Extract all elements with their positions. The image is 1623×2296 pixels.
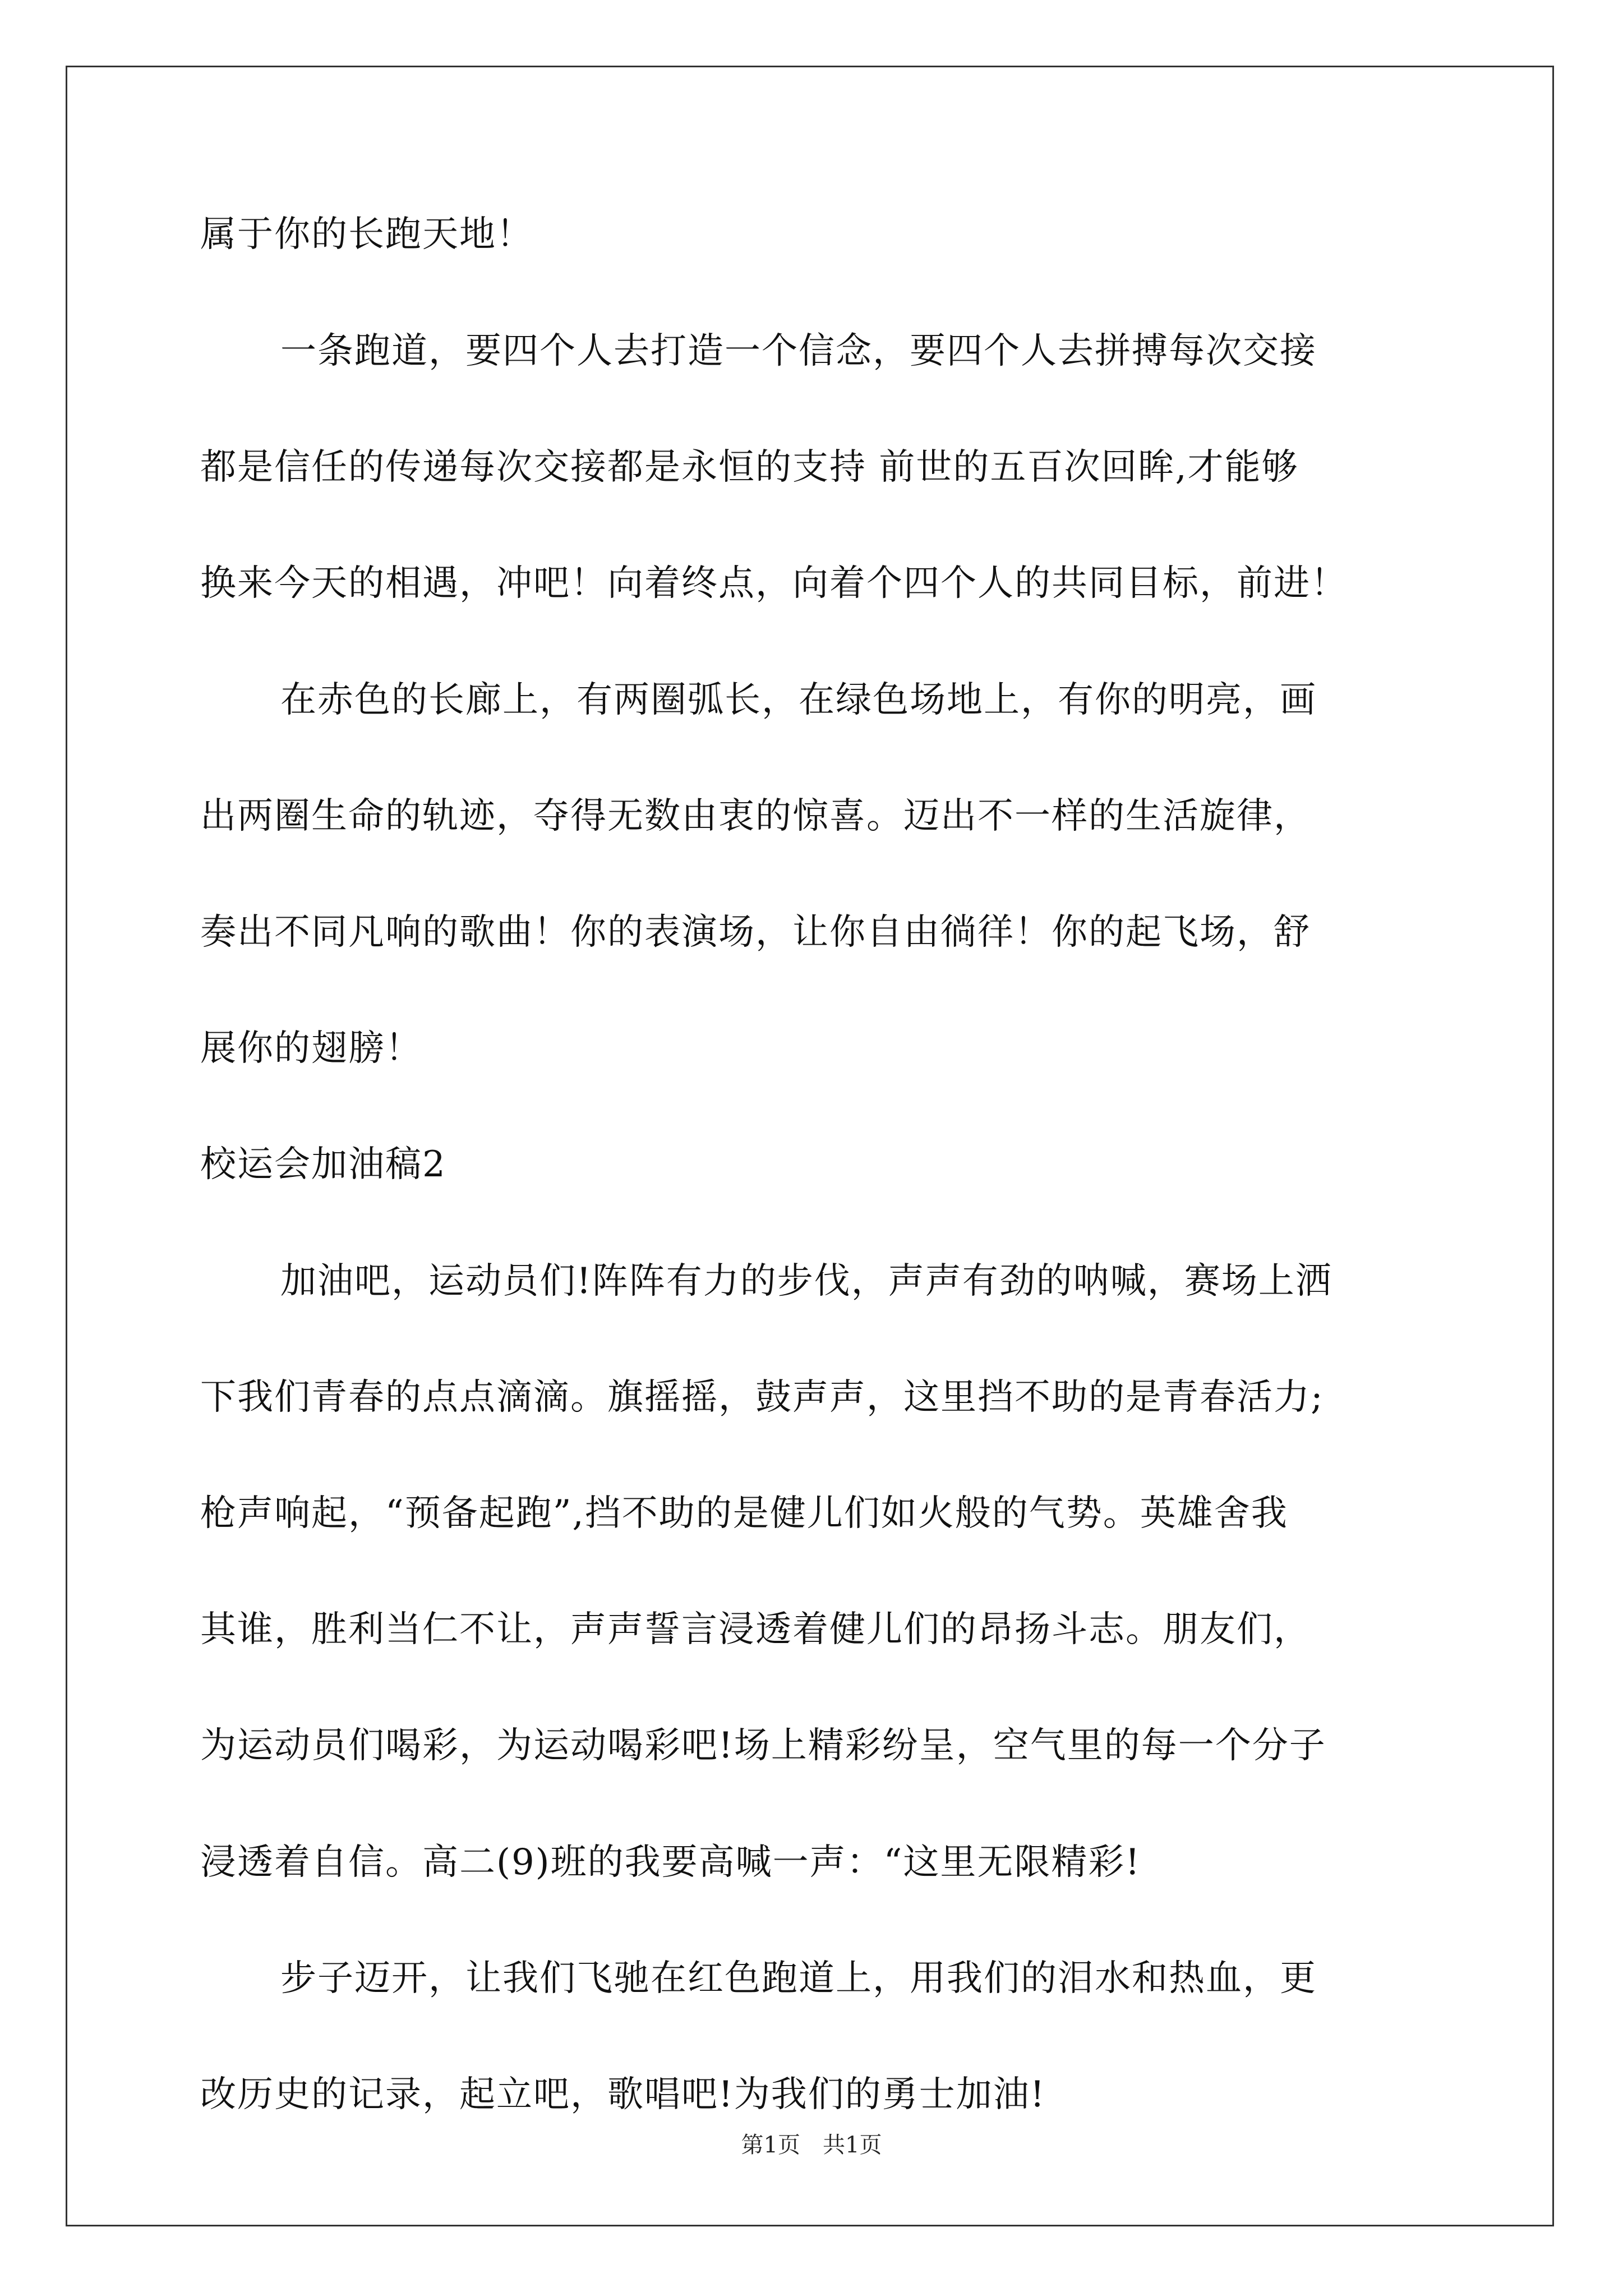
paragraph-line: 在赤色的长廊上，有两圈弧长，在绿色场地上，有你的明亮，画 bbox=[280, 679, 1317, 721]
section-heading: 校运会加油稿2 bbox=[200, 1144, 446, 1185]
text-line: 属于你的长跑天地！ bbox=[200, 214, 533, 255]
text-line: 换来今天的相遇，冲吧！向着终点，向着个四个人的共同目标，前进！ bbox=[200, 563, 1348, 604]
text-line: 为运动员们喝彩，为运动喝彩吧!场上精彩纷呈，空气里的每一个分子 bbox=[200, 1725, 1326, 1766]
text-line: 枪声响起，“预备起跑”,挡不助的是健儿们如火般的气势。英雄舍我 bbox=[200, 1493, 1288, 1534]
text-line: 出两圈生命的轨迹，夺得无数由衷的惊喜。迈出不一样的生活旋律， bbox=[200, 795, 1311, 837]
text-line: 都是信任的传递每次交接都是永恒的支持 前世的五百次回眸,才能够 bbox=[200, 447, 1299, 488]
paragraph-line: 步子迈开，让我们飞驰在红色跑道上，用我们的泪水和热血，更 bbox=[280, 1958, 1317, 1999]
text-line: 下我们青春的点点滴滴。旗摇摇，鼓声声，这里挡不助的是青春活力; bbox=[200, 1377, 1324, 1418]
text-line: 其谁，胜利当仁不让，声声誓言浸透着健儿们的昂扬斗志。朋友们， bbox=[200, 1609, 1311, 1650]
paragraph-line: 一条跑道，要四个人去打造一个信念，要四个人去拼搏每次交接 bbox=[280, 330, 1317, 372]
page-number-footer: 第1页 共1页 bbox=[741, 2132, 882, 2158]
text-line: 展你的翅膀！ bbox=[200, 1028, 422, 1069]
paragraph-line: 加油吧，运动员们!阵阵有力的步伐，声声有劲的呐喊，赛场上洒 bbox=[280, 1260, 1332, 1302]
text-line: 奏出不同凡响的歌曲！你的表演场，让你自由徜徉！你的起飞场，舒 bbox=[200, 912, 1311, 953]
text-line: 改历史的记录，起立吧，歌唱吧!为我们的勇士加油! bbox=[200, 2074, 1046, 2115]
text-line: 浸透着自信。高二(9)班的我要高喊一声：“这里无限精彩! bbox=[200, 1842, 1141, 1883]
